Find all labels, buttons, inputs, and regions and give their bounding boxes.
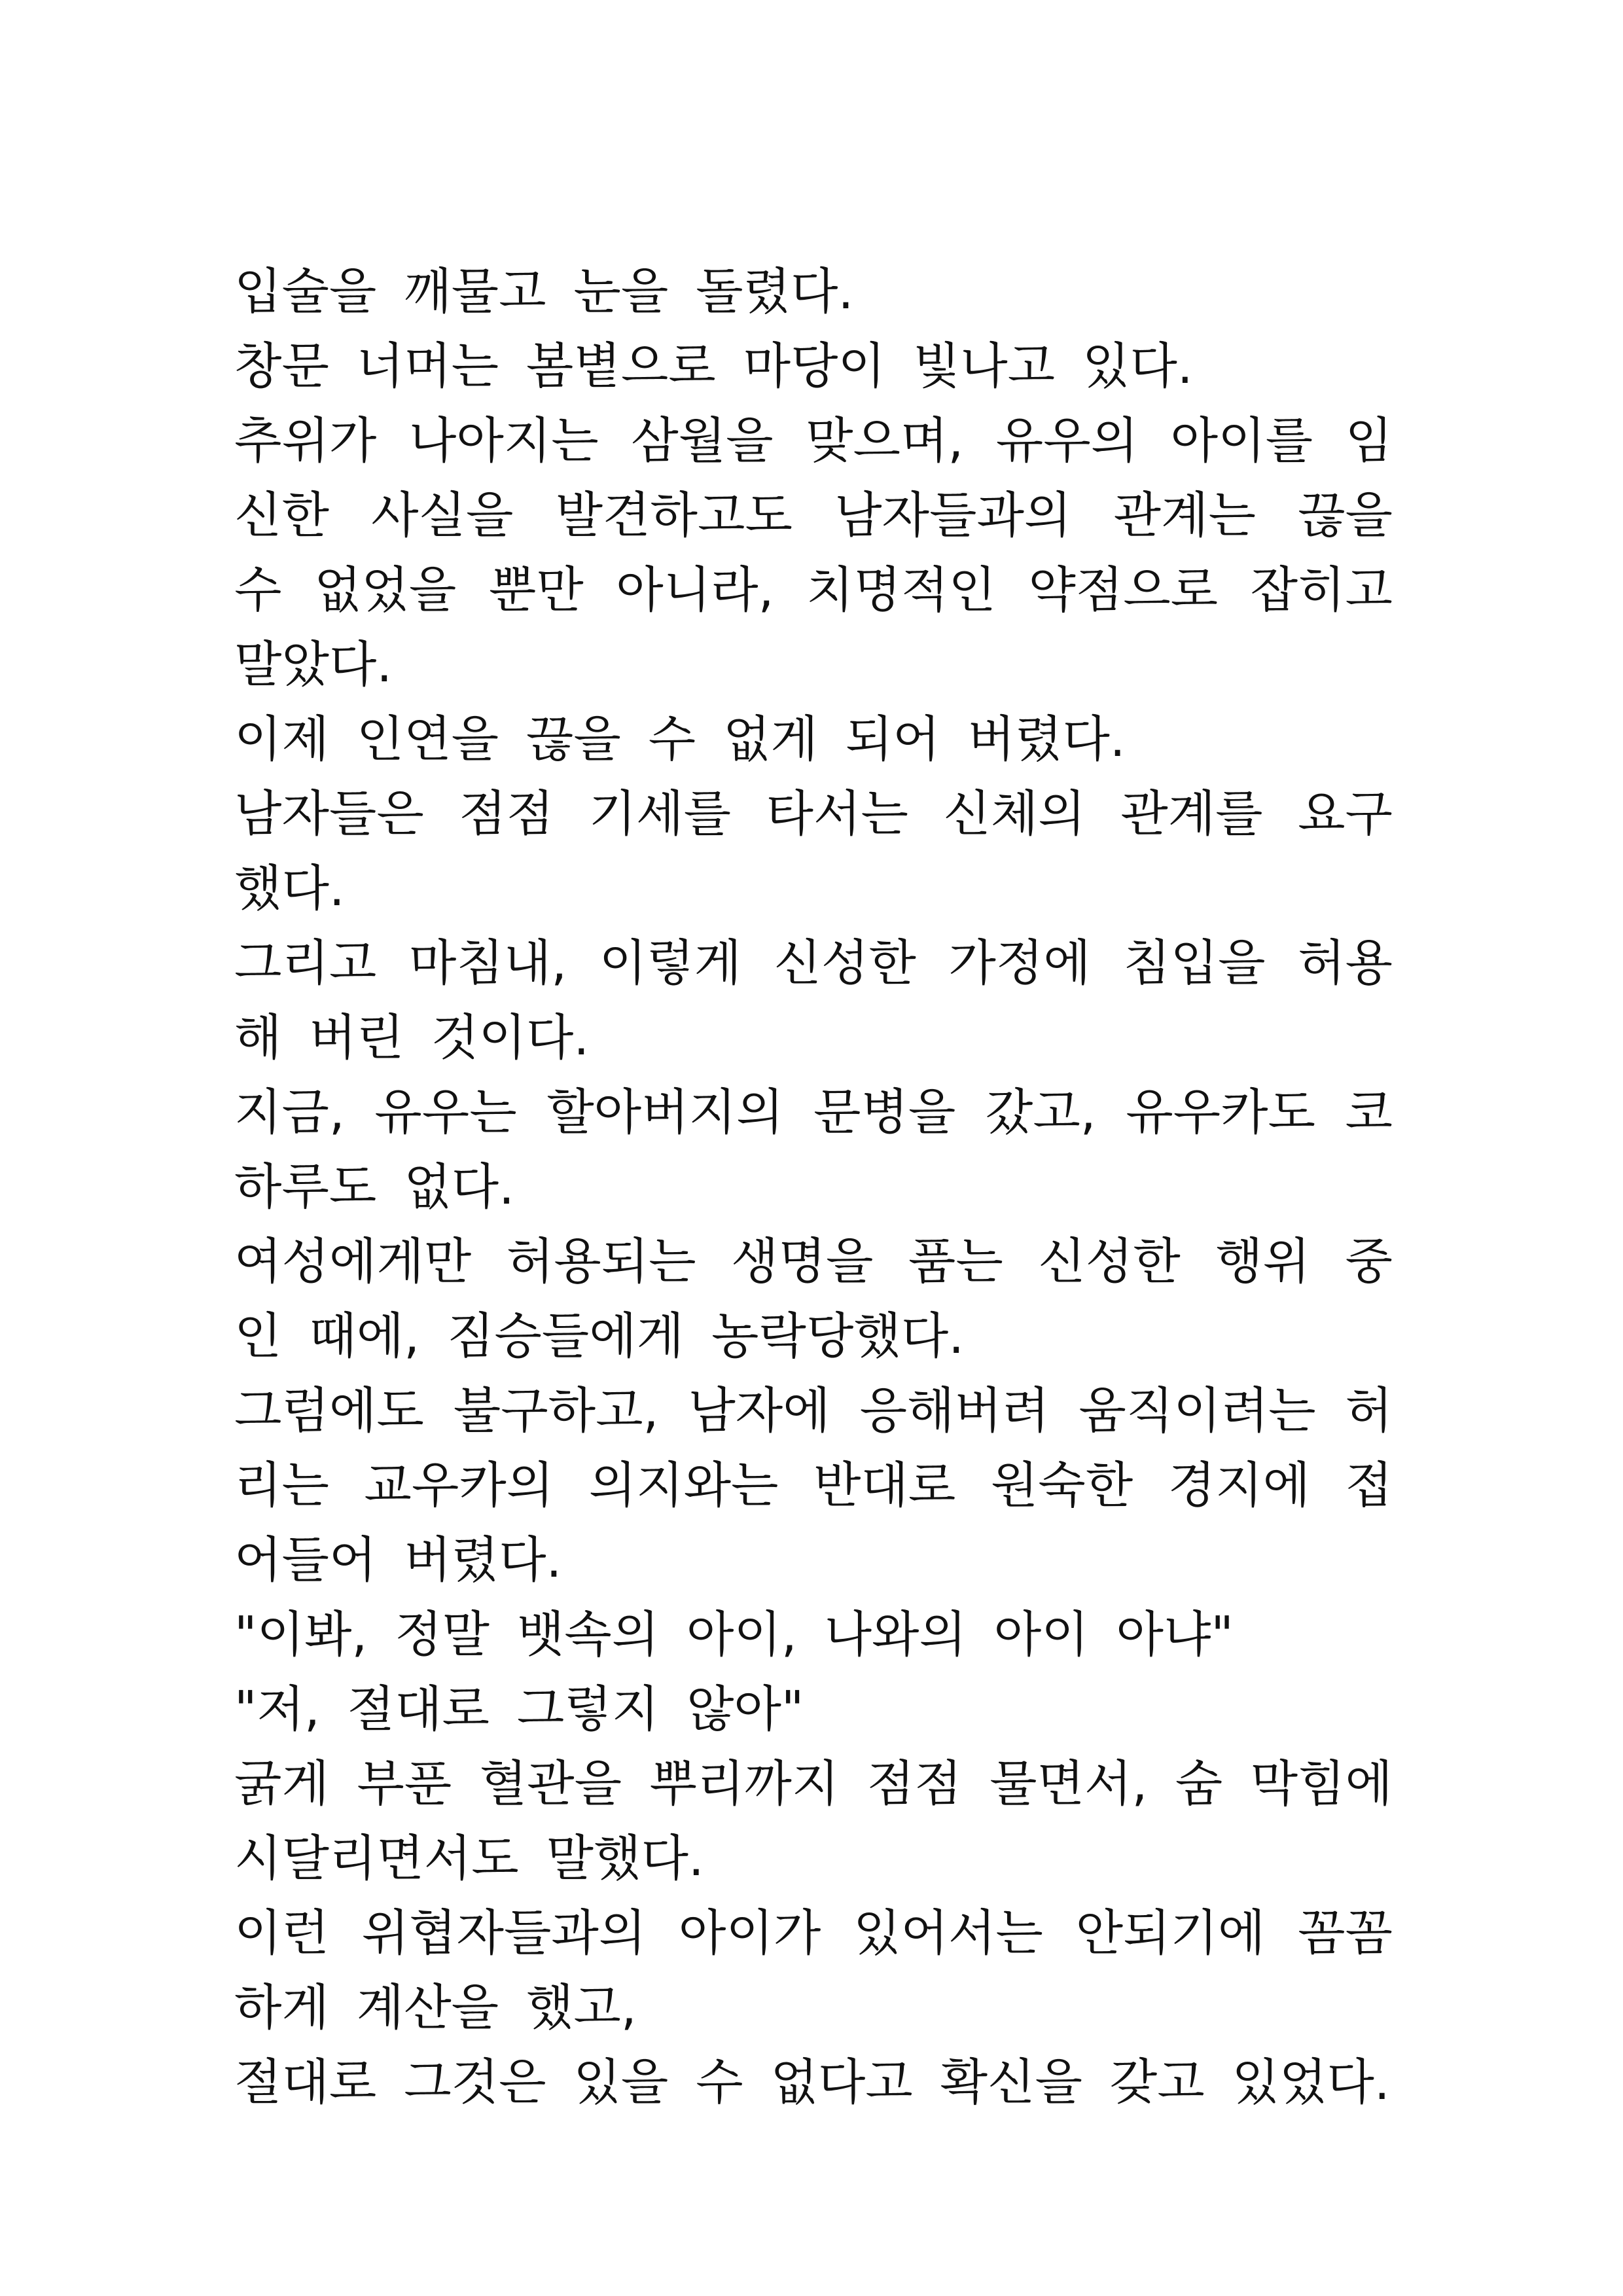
paragraph: 그리고 마침내, 이렇게 신성한 가정에 침입을 허용해 버린 것이다. (234, 934, 1393, 1066)
paragraph: 남자들은 점점 기세를 타서는 신체의 관계를 요구했다. (234, 785, 1393, 917)
paragraph: 창문 너머는 봄볕으로 마당이 빛나고 있다. (234, 337, 1193, 395)
paragraph: 여성에게만 허용되는 생명을 품는 신성한 행위 중인 때에, 짐승들에게 농락당했다. (234, 1232, 1393, 1365)
paragraph: 입술을 깨물고 눈을 돌렸다. (234, 262, 854, 320)
paragraph: 이런 위협자들과의 아이가 있어서는 안되기에 꼼꼼하게 계산을 했고, (234, 1904, 1393, 2036)
paragraph: 이제 인연을 끊을 수 없게 되어 버렸다. (234, 710, 1126, 768)
paragraph: "이봐, 정말 뱃속의 아이, 나와의 아이 아냐" (234, 1605, 1234, 1663)
paragraph: 추위가 나아지는 삼월을 맞으며, 유우의 아이를 임신한 사실을 발견하고도 남자들과의 관계는 끊을 수 없었을 뿐만 아니라, 치명적인 약점으로 잡히고 말았다. (234, 412, 1393, 693)
paragraph: 그럼에도 불구하고, 남자에 응해버려 움직이려는 허리는 교우카의 의지와는 반대로 원숙한 경지에 접어들어 버렸다. (234, 1382, 1393, 1588)
body-text (234, 254, 1393, 2119)
paragraph: 지금, 유우는 할아버지의 문병을 갔고, 유우카도 코하루도 없다. (234, 1083, 1393, 1215)
paragraph: 절대로 그것은 있을 수 없다고 확신을 갖고 있었다. (234, 2053, 1390, 2111)
paragraph: 굵게 부푼 혈관을 뿌리까지 점점 물면서, 숨 막힘에 시달리면서도 말했다. (234, 1755, 1393, 1887)
paragraph: "저, 절대로 그렇지 않아" (234, 1680, 804, 1738)
